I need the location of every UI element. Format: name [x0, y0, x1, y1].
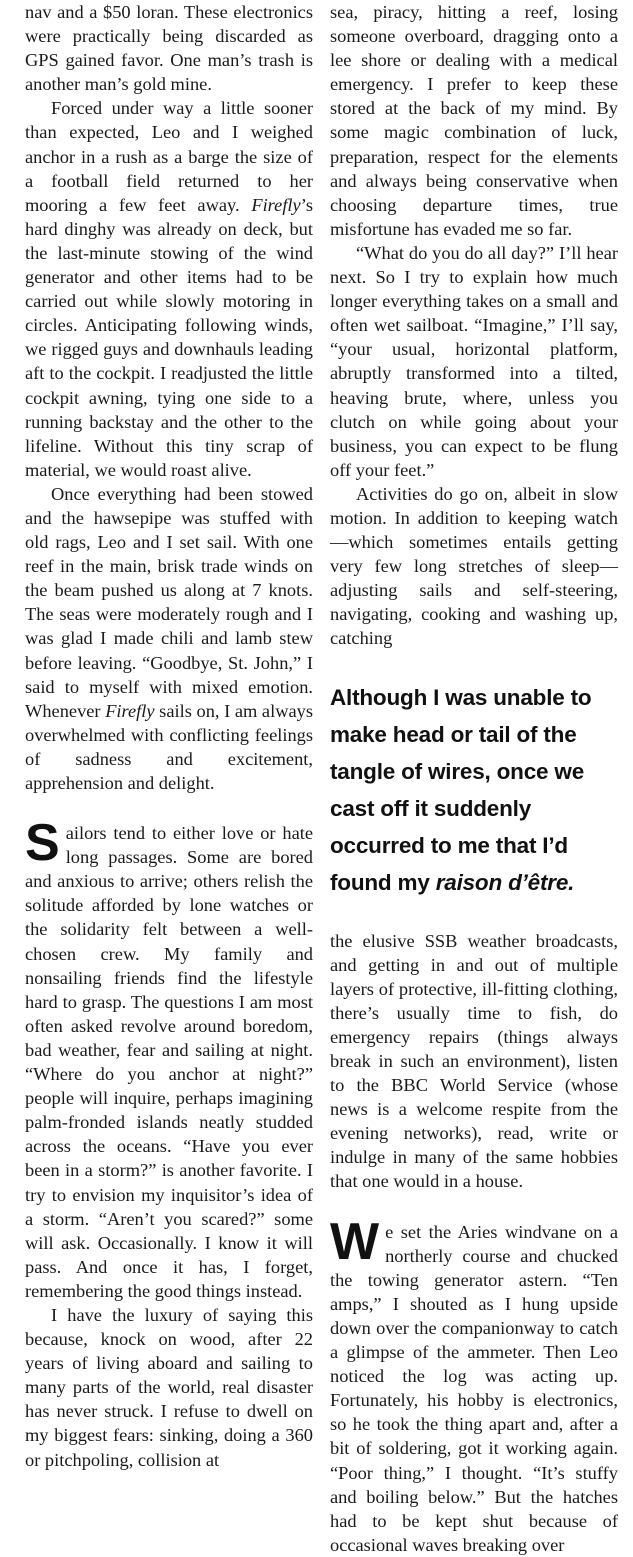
drop-cap: W: [330, 1212, 380, 1271]
paragraph: the elusive SSB weather broadcasts, and getting in and out of multiple layers of protective, ill-fitting clothing, there’s usually time to fish, do emergency repairs (things always break in such an environment), listen to the BBC World Service (whose news is a welcome respite from the evening networks), read, write or indulge in many of the same hobbies that one would in a house.: [330, 930, 618, 1192]
paragraph: I have the luxury of saying this because, knock on wood, after 22 years of living aboard and sailing to many parts of the world, real disaster has never struck. I refuse to dwell on my biggest fears: sinking, doing a 360 or pitchpoling, collision at: [25, 1304, 313, 1470]
paragraph: We set the Aries windvane on a northerly course and chucked the towing generator astern. “Ten amps,” I shouted as I hung upside down over the companionway to catch a glimpse of the ammeter. Then Leo noticed the log was acting up. Fortunately, his hobby is electronics, so he took the thing apart and, after a bit of soldering, got it working again. “Poor thing,” I thought. “It’s stuffy and boiling below.” But the hatches had to be kept shut because of occasional waves breaking over: [330, 1212, 618, 1555]
paragraph: Once everything had been stowed and the hawsepipe was stuffed with old rags, Leo and I set sail. With one reef in the main, brisk trade winds on the beam pushed us along at 7 knots. The seas were moderately rough and I was glad I made chili and lamb stew before leaving. “Goodbye, St. John,” I said to myself with mixed emotion. Whenever Firefly sails on, I am always overwhelmed with conflicting feelings of sadness and excitement, apprehension and delight.: [25, 483, 313, 793]
boat-name: Firefly: [251, 194, 301, 215]
paragraph: sea, piracy, hitting a reef, losing someone overboard, dragging onto a lee shore or dealing with a medical emergency. I prefer to keep these stored at the back of my mind. By some magic combination of luck, preparation, respect for the elements and always being conservative when choosing departure times, true misfortune has evaded me so far.: [330, 2, 618, 239]
paragraph: Activities do go on, albeit in slow motion. In addition to keeping watch—which sometimes entails getting very few long stretches of sleep—adjusting sails and self-steering, navigating, cooking and washing up, catching: [330, 483, 618, 649]
right-column: [330, 0, 618, 1557]
paragraph: nav and a $50 loran. These electronics were practically being discarded as GPS gained favor. One man’s trash is another man’s gold mine.: [25, 2, 313, 95]
pull-quote: Although I was unable to make head or tail of the tangle of wires, once we cast off it suddenly occurred to me that I’d found my raison d’être.: [330, 684, 592, 895]
paragraph: “What do you do all day?” I’ll hear next. So I try to explain how much longer everything takes on a small and often wet sailboat. “Imagine,” I’ll say, “your usual, horizontal platform, abruptly transformed into a tilted, heaving brute, where, unless you clutch on while going about your business, you can expect to be flung off your feet.”: [330, 242, 618, 480]
left-column: [25, 0, 313, 1472]
paragraph: Sailors tend to either love or hate long passages. Some are bored and anxious to arrive; others relish the solitude afforded by lone watches or the solidarity felt between a well-chosen crew. My family and nonsailing friends find the lifestyle hard to grasp. The questions I am most often asked revolve around boredom, bad weather, fear and sailing at night. “Where do you anchor at night?” people will inquire, perhaps imagining palm-fronded islands neatly studded across the oceans. “Have you ever been in a storm?” is another favorite. I try to envision my inquisitor’s idea of a storm. “Aren’t you scared?” some will ask. Occasionally. I know it will pass. And once it has, I forget, remembering the good things instead.: [25, 814, 313, 1301]
drop-cap: S: [25, 814, 60, 873]
boat-name: Firefly: [105, 700, 155, 721]
paragraph: Forced under way a little sooner than expected, Leo and I weighed anchor in a rush as a barge the size of a football field returned to her mooring a few feet away. Firefly’s hard dinghy was already on deck, but the last-minute stowing of the wind generator and other items had to be carried out while slowly motoring in circles. Anticipating following winds, we rigged guys and downhauls leading aft to the cockpit. I readjusted the little cockpit awning, tying one side to a running backstay and the other to the lifeline. Without this tiny scrap of material, we would roast alive.: [25, 98, 313, 480]
